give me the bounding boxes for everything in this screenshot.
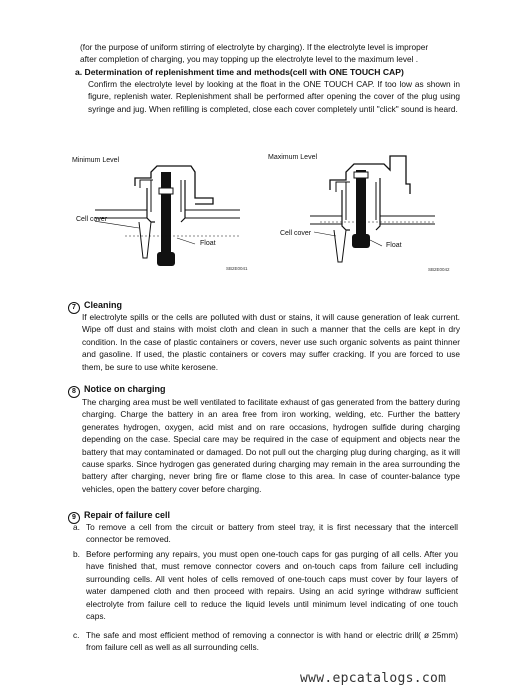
repair-item-a-letter: a.: [73, 522, 80, 532]
section-number-9: 9: [68, 512, 80, 524]
repair-item-b-letter: b.: [73, 549, 80, 559]
figure-maximum-level-diagram: [310, 150, 460, 275]
section-number-7: 7: [68, 302, 80, 314]
subsection-a-heading: a. Determination of replenishment time and methods(cell with ONE TOUCH CAP): [75, 67, 404, 77]
figure-right-title: Maximum Level: [268, 154, 318, 161]
repair-item-c-letter: c.: [73, 630, 80, 640]
repair-item-c-text: The safe and most efficient method of removing a connector is with hand or electric drill( ø 25mm) from failure cell as well as all surrounding cells.: [86, 630, 458, 653]
watermark-url: www.epcatalogs.com: [300, 671, 447, 686]
repair-item-a-text: To remove a cell from the circuit or battery from steel tray, it is first necessary that the intercell connector be removed.: [86, 522, 458, 545]
charging-body: The charging area must be well ventilated to facilitate exhaust of gas generated from the battery during charging. Charge the battery in an area free from iron working, welding, etc. Further the battery generates hydrogen, oxygen, acid mist and on rare occasions, hydrogen sulfide during charging depending on the case. Special care may be required in the case of equipment and objects near the battery that may contaminated or damaged. Do not pull out the charging plug during charging, as it will cause sparks. Since hydrogen gas generated during charging may remain in the area surrounding the battery after charging, never bring fire or flame close to this area. In case of counter-balance type vehicles, open the battery cover before charging.: [82, 397, 460, 494]
figure-minimum-level-diagram: [95, 158, 245, 278]
cleaning-body: If electrolyte spills or the cells are polluted with dust or stains, it will cause generation of leak current. Wipe off dust and stains with moist cloth and clean in such a manner that the cells are kept in dry condition. In the case of plastic containers or covers, never use such organic solvents as paint thinner and gasoline. If used, the plastic containers or covers may suffer cracking. If you are forced to use them, be sure to use white kerosene.: [82, 312, 460, 372]
repair-item-b-text: Before performing any repairs, you must open one-touch caps for gas purging of all cells. After you have finished that, must remove connector covers and on-touch caps from failure cell including surrounding cells. All vent holes of cells removed of one-touch caps must cover by four layers of water dampened cloth and then proceed with repairs. Using an acid syringe withdraw sufficient electrolyte from failure cell to reduce the liquid levels until minimum level indicating of one touch caps.: [86, 549, 458, 622]
charging-heading-text: Notice on charging: [84, 384, 166, 394]
figure-left-float-label: Float: [200, 240, 216, 247]
cleaning-heading-text: Cleaning: [84, 300, 123, 310]
figure-right-code: SB2E0042: [428, 267, 450, 272]
figure-right-cell-cover-label: Cell cover: [280, 230, 312, 237]
subsection-a-body: Confirm the electrolyte level by looking at the float in the ONE TOUCH CAP. If too low as shown in figure, replenish water. Replenishment shall be performed after opening the cover of the plug using syringe and jug. When refilling is completed, close each cover completely until "click" sound is heard.: [88, 79, 460, 114]
figure-left-title: Minimum Level: [72, 157, 120, 164]
figure-left-cell-cover-label: Cell cover: [76, 216, 108, 223]
figure-left-code: SB2E0041: [226, 266, 248, 271]
figure-right-float-label: Float: [386, 242, 402, 249]
intro-line-2: after completion of charging, you may topping up the electrolyte level to the maximum level .: [80, 54, 419, 64]
intro-line-1: (for the purpose of uniform stirring of electrolyte by charging). If the electrolyte level is improper: [80, 42, 429, 52]
section-number-8: 8: [68, 386, 80, 398]
repair-heading-text: Repair of failure cell: [84, 510, 171, 520]
